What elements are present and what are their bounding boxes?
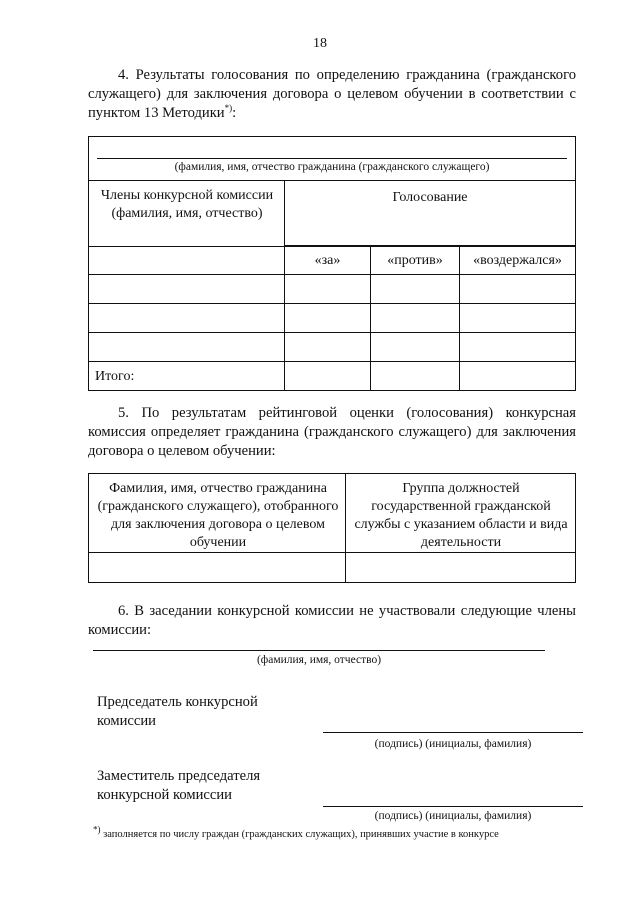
footnote [93,824,613,840]
candidate-name-caption: (фамилия, имя, отчество гражданина (гражданского служащего) [174,161,490,173]
row-divider [89,361,575,362]
section-6-paragraph [88,602,576,640]
candidate-column-header: Фамилия, имя, отчество гражданина (гражданского служащего), отобранного для заключения договора о целевом обучении [97,481,339,550]
deputy-chairman-label: Заместитель председателя конкурсной комиссии [97,768,261,803]
section-4-colon: : [232,105,237,121]
voting-results-table [88,136,576,391]
members-header: Члены конкурсной комиссии (фамилия, имя, отчество) [100,188,274,221]
row-divider [285,245,575,246]
row-divider [89,552,575,553]
total-label: Итого: [95,369,135,384]
page-number: 18 [313,36,327,51]
footnote-marker: *) [224,103,233,114]
row-divider [89,332,575,333]
position-group-column-header: Группа должностей государственной гражданской службы с указанием области и вида деятельности [354,481,568,550]
footnote-text: заполняется по числу граждан (гражданских служащих), принявших участие в конкурсе [103,829,499,840]
row-divider [89,274,575,275]
section-4-text: 4. Результаты голосования по определению гражданина (гражданского служащего) для заключения договора о целевом обучении в соответствии с пунктом 13 Методики [88,67,576,121]
row-divider [89,303,575,304]
deputy-signature-caption: (подпись) (инициалы, фамилия) [374,810,532,822]
candidate-name-line [97,158,567,159]
col-divider [345,474,346,582]
vote-against-header: «против» [387,253,443,268]
footnote-sup: *) [93,824,101,835]
absent-members-caption: (фамилия, имя, отчество) [256,654,382,666]
deputy-signature-line [323,806,583,807]
selected-candidate-table [88,473,576,583]
section-4-paragraph [88,66,576,123]
section-6-text: 6. В заседании конкурсной комиссии не участвовали следующие члены комиссии: [88,603,576,638]
row-divider [89,246,575,247]
col-divider [284,180,285,391]
chairman-signature-caption: (подпись) (инициалы, фамилия) [374,738,532,750]
chairman-signature-line [323,732,583,733]
voting-header: Голосование [392,190,468,205]
row-divider [89,180,575,181]
absent-members-line [93,650,545,651]
section-5-text: 5. По результатам рейтинговой оценки (голосования) конкурсная комиссия определяет гражданина (гражданского служащего) для заключения договора о целевом обучении: [88,405,576,459]
chairman-label: Председатель конкурсной комиссии [97,694,258,729]
vote-for-header: «за» [314,253,341,268]
vote-abstained-header: «воздержался» [473,253,562,268]
section-5-paragraph [88,404,576,461]
